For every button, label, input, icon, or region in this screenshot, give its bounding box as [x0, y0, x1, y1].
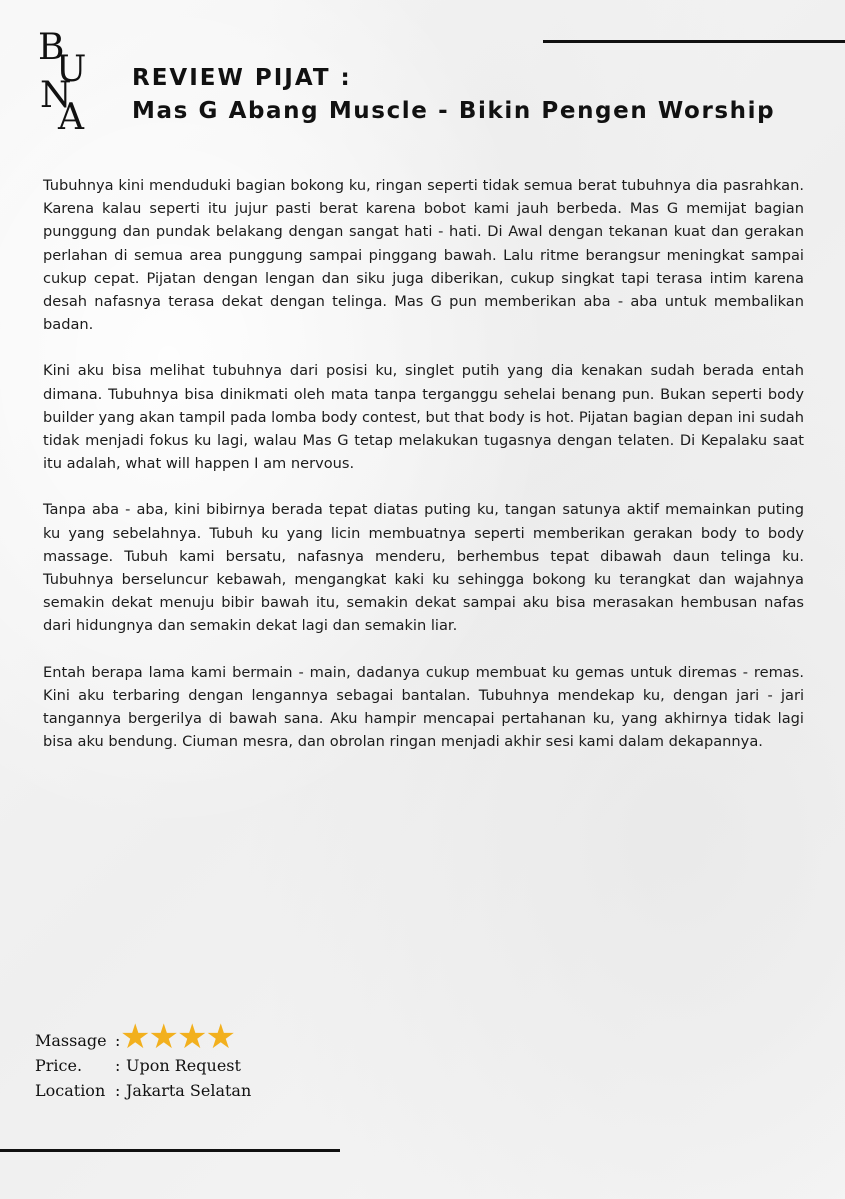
location-colon: :: [115, 1081, 121, 1100]
paragraph-2: Kini aku bisa melihat tubuhnya dari posisi ku, singlet putih yang dia kenakan sudah berada entah dimana. Tubuhnya bisa dinikmati oleh mata tanpa terganggu sehelai benang pun. Bukan seperti body builder yang akan tampil pada lomba body contest, but that body is hot. Pijatan bagian depan ini sudah tidak menjadi fokus ku lagi, walau Mas G tetap melakukan tugasnya dengan telaten. Di Kepalaku saat itu adalah, what will happen I am nervous.: [43, 362, 804, 473]
logo-letter-b: B: [38, 27, 65, 68]
logo-letter-n: N: [40, 75, 72, 116]
price-colon: :: [115, 1056, 121, 1075]
bottom-divider: [0, 1149, 340, 1152]
star-icon: ★: [176, 1017, 208, 1057]
logo-letter-u: U: [56, 49, 87, 90]
massage-colon: :: [115, 1031, 121, 1050]
page-title: [132, 62, 775, 128]
price-value: Upon Request: [126, 1056, 241, 1075]
star-icon: ★: [148, 1017, 179, 1057]
massage-label: Massage: [35, 1031, 107, 1050]
price-label: Price.: [35, 1056, 83, 1075]
paragraph-1: Tubuhnya kini menduduki bagian bokong ku, ringan seperti tidak semua berat tubuhnya dia pasrahkan. Karena kalau seperti itu jujur pasti berat karena bobot kami jauh berbeda. Mas G memijat bagian punggung dan pundak belakang dengan sangat hati - hati. Di Awal dengan tekanan kuat dan gerakan perlahan di semua area punggung sampai pinggang bawah. Lalu ritme berangsur meningkat sampai cukup cepat. Pijatan dengan lengan dan siku juga diberikan, cukup singkat tapi terasa intim karena desah nafasnya terasa dekat dengan telinga. Mas G pun memberikan aba - aba untuk membalikan badan.: [43, 177, 804, 334]
title-line-1: REVIEW PIJAT :: [132, 65, 352, 91]
top-divider: [543, 40, 845, 43]
review-body: [43, 174, 804, 776]
star-icon: ★: [120, 1017, 151, 1057]
star-icon: ★: [205, 1017, 236, 1057]
logo-letter-a: A: [58, 97, 84, 138]
star-rating: [120, 1017, 236, 1057]
buna-logo: [38, 27, 104, 138]
title-line-2: Mas G Abang Muscle - Bikin Pengen Worship: [132, 98, 776, 124]
paragraph-4: Entah berapa lama kami bermain - main, dadanya cukup membuat ku gemas untuk diremas - remas. Kini aku terbaring dengan lengannya sebagai bantalan. Tubuhnya mendekap ku, dengan jari - jari tangannya bergerilya di bawah sana. Aku hampir mencapai pertahanan ku, yang akhirnya tidak lagi bisa aku bendung. Ciuman mesra, dan obrolan ringan menjadi akhir sesi kami dalam dekapannya.: [43, 663, 804, 751]
paragraph-3: Tanpa aba - aba, kini bibirnya berada tepat diatas puting ku, tangan satunya aktif memainkan puting ku yang sebelahnya. Tubuh ku yang licin membuatnya seperti memberikan gerakan body to body massage. Tubuh kami bersatu, nafasnya menderu, berhembus tepat dibawah daun telinga ku. Tubuhnya berseluncur kebawah, mengangkat kaki ku sehingga bokong ku terangkat dan wajahnya semakin dekat menuju bibir bawah itu, semakin dekat sampai aku bisa merasakan hembusan nafas dari hidungnya dan semakin dekat lagi dan semakin liar.: [43, 501, 804, 635]
location-label: Location: [35, 1081, 106, 1100]
location-value: Jakarta Selatan: [126, 1081, 252, 1100]
